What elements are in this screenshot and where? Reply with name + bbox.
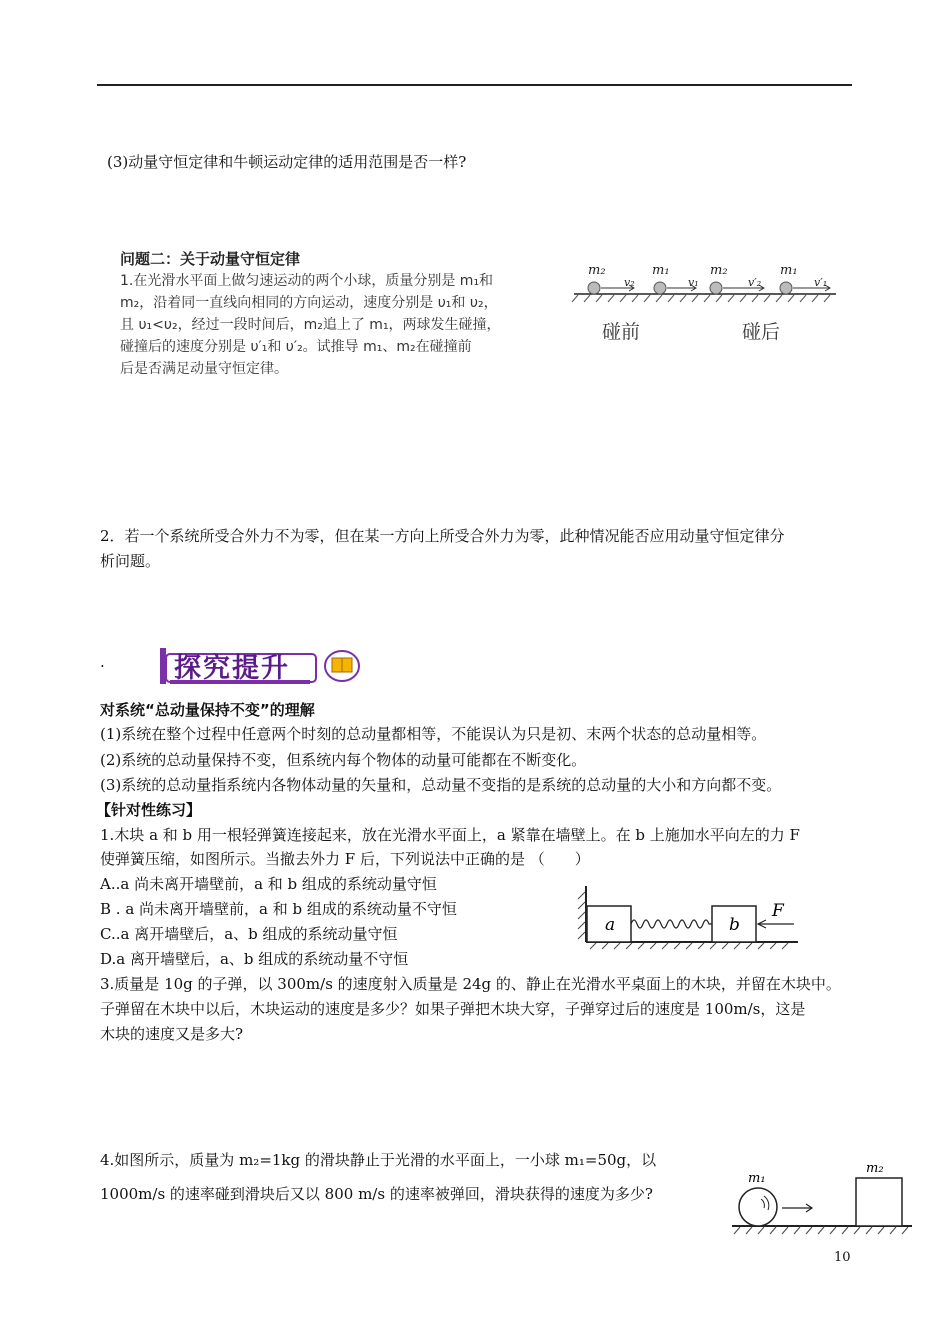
option-b: B . a 尚未离开墙壁前，a 和 b 组成的系统动量不守恒 — [100, 900, 457, 918]
exercise-4-line: 1000m/s 的速率碰到滑块后又以 800 m/s 的速率被弹回，滑块获得的速度为多少? — [100, 1185, 653, 1203]
question-2-line: 析问题。 — [100, 552, 161, 570]
ball-m1 — [739, 1188, 777, 1226]
label-v2-prime: v′₂ — [748, 276, 762, 289]
exercise-3-line: 子弹留在木块中以后，木块运动的速度是多少？如果子弹把木块大穿，子弹穿过后的速度是 100m/s，这是 — [100, 1000, 806, 1018]
problem-2-line: 1.在光滑水平面上做匀速运动的两个小球，质量分别是 m₁和 — [120, 273, 494, 289]
understanding-item: (1)系统在整个过程中任意两个时刻的总动量都相等，不能误认为只是初、末两个状态的总动量相等。 — [100, 725, 767, 743]
ball-m1-before — [654, 282, 666, 294]
understanding-title: 对系统“总动量保持不变”的理解 — [100, 701, 315, 719]
explore-banner — [160, 644, 362, 686]
problem-2-line: m₂，沿着同一直线向相同的方向运动，速度分别是 υ₁和 υ₂， — [120, 295, 498, 311]
label-before: 碰前 — [602, 321, 641, 343]
understanding-item: (2)系统的总动量保持不变，但系统内每个物体的动量可能都在不断变化。 — [100, 751, 587, 769]
ball-m2-before — [588, 282, 600, 294]
label-m1: m₁ — [748, 1171, 766, 1186]
exercise-3-line: 木块的速度又是多大? — [100, 1025, 244, 1043]
exercise-3-line: 3.质量是 10g 的子弹，以 300m/s 的速度射入质量是 24g 的、静止在光滑水平桌面上的木块，并留在木块中。 — [100, 975, 841, 993]
label-m1: m₁ — [652, 263, 670, 278]
label-F: F — [772, 901, 784, 921]
ball-block-figure — [728, 1158, 918, 1238]
label-v1: v₁ — [688, 276, 699, 289]
problem-2-title: 问题二：关于动量守恒定律 — [120, 250, 301, 268]
label-m2-after: m₂ — [710, 263, 728, 278]
label-m2: m₂ — [588, 263, 606, 278]
banner-title: 探究提升 — [174, 653, 290, 684]
exercise-1-line: 1.木块 a 和 b 用一根轻弹簧连接起来，放在光滑水平面上，a 紧靠在墙壁上。在 b 上施加水平向左的力 F — [100, 826, 800, 844]
spring — [631, 920, 714, 928]
problem-2-block — [120, 248, 560, 380]
label-m2: m₂ — [866, 1161, 884, 1176]
label-v2: v₂ — [624, 276, 635, 289]
problem-2-line: 且 υ₁<υ₂，经过一段时间后，m₂追上了 m₁，两球发生碰撞， — [120, 317, 501, 333]
exercise-1-line: 使弹簧压缩，如图所示。当撤去外力 F 后，下列说法中正确的是 （ ） — [100, 850, 590, 868]
label-a: a — [605, 915, 616, 935]
option-a: A..a 尚未离开墙壁前，a 和 b 组成的系统动量守恒 — [100, 875, 437, 893]
collision-figure — [568, 258, 848, 348]
problem-2-line: 后是否满足动量守恒定律。 — [120, 361, 288, 377]
option-d: D.a 离开墙壁后，a、b 组成的系统动量不守恒 — [100, 950, 409, 968]
practice-title: 【针对性练习】 — [96, 801, 202, 819]
label-v1-prime: v′₁ — [814, 276, 828, 289]
question-2-line: 2．若一个系统所受合外力不为零，但在某一方向上所受合外力为零，此种情况能否应用动量守恒定律分 — [100, 527, 785, 545]
label-after: 碰后 — [742, 321, 781, 343]
option-c: C..a 离开墙壁后，a、b 组成的系统动量守恒 — [100, 925, 398, 943]
question-3: (3)动量守恒定律和牛顿运动定律的适用范围是否一样? — [107, 153, 467, 171]
ball-m1-after — [780, 282, 792, 294]
spring-figure — [572, 884, 802, 950]
ball-m2-after — [710, 282, 722, 294]
page-number: 10 — [834, 1250, 851, 1265]
exercise-4-line: 4.如图所示，质量为 m₂=1kg 的滑块静止于光滑的水平面上，一小球 m₁=50g，以 — [100, 1151, 657, 1169]
label-m1-after: m₁ — [780, 263, 798, 278]
header-rule — [97, 84, 852, 86]
problem-2-line: 碰撞后的速度分别是 υ′₁和 υ′₂。试推导 m₁、m₂在碰撞前 — [120, 339, 472, 355]
understanding-item: (3)系统的总动量指系统内各物体动量的矢量和，总动量不变指的是系统的总动量的大小和方向都不变。 — [100, 776, 782, 794]
dot-mark: . — [100, 653, 105, 671]
block-m2 — [856, 1178, 902, 1226]
label-b: b — [729, 915, 740, 935]
